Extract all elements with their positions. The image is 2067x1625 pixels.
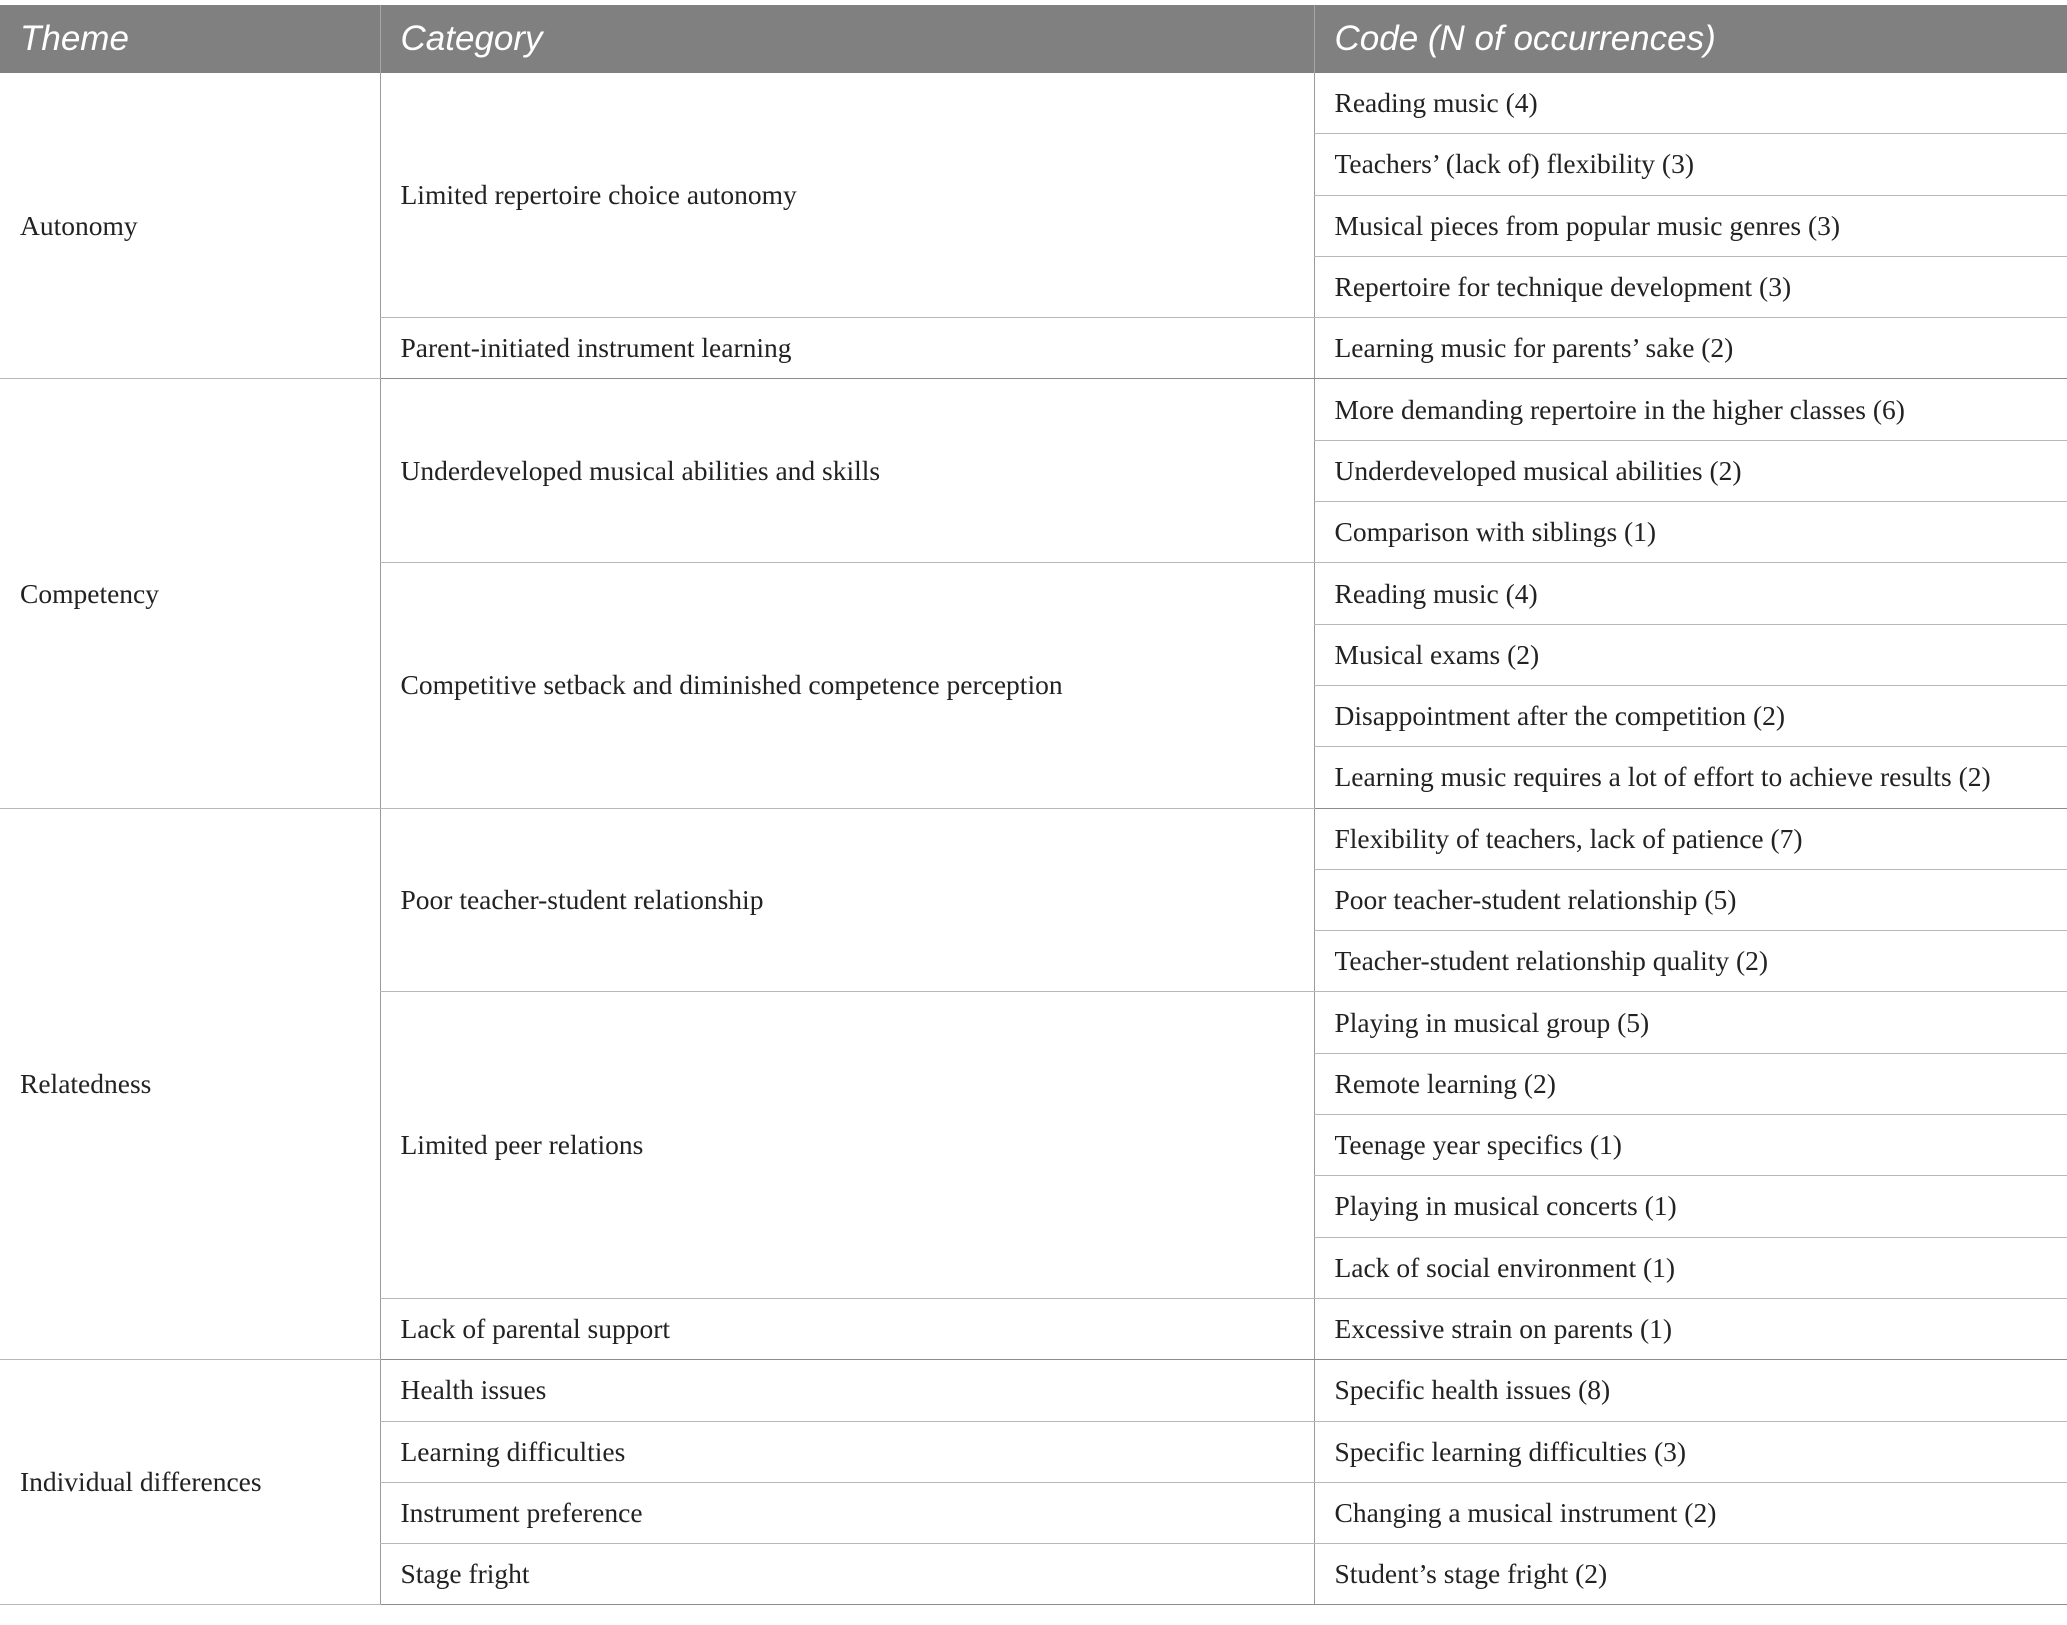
code-cell: Poor teacher-student relationship (5) — [1314, 869, 2067, 930]
code-cell: Specific health issues (8) — [1314, 1360, 2067, 1421]
table-header — [0, 5, 2067, 73]
code-cell: Remote learning (2) — [1314, 1053, 2067, 1114]
code-cell: More demanding repertoire in the higher classes (6) — [1314, 379, 2067, 440]
code-cell: Excessive strain on parents (1) — [1314, 1298, 2067, 1359]
code-cell: Musical exams (2) — [1314, 624, 2067, 685]
table-row — [0, 808, 2067, 869]
category-cell: Health issues — [380, 1360, 1314, 1421]
theme-cell: Individual differences — [0, 1360, 380, 1605]
code-cell: Playing in musical concerts (1) — [1314, 1176, 2067, 1237]
header-code: Code (N of occurrences) — [1314, 5, 2067, 73]
code-cell: Teachers’ (lack of) flexibility (3) — [1314, 134, 2067, 195]
code-cell: Teacher-student relationship quality (2) — [1314, 931, 2067, 992]
code-cell: Changing a musical instrument (2) — [1314, 1482, 2067, 1543]
code-cell: Specific learning difficulties (3) — [1314, 1421, 2067, 1482]
code-cell: Teenage year specifics (1) — [1314, 1115, 2067, 1176]
themes-table — [0, 5, 2067, 1605]
category-cell: Limited peer relations — [380, 992, 1314, 1298]
table-row — [0, 73, 2067, 134]
theme-cell: Competency — [0, 379, 380, 808]
theme-cell: Autonomy — [0, 73, 380, 379]
code-cell: Learning music requires a lot of effort to achieve results (2) — [1314, 747, 2067, 808]
code-cell: Underdeveloped musical abilities (2) — [1314, 440, 2067, 501]
code-cell: Reading music (4) — [1314, 73, 2067, 134]
code-cell: Lack of social environment (1) — [1314, 1237, 2067, 1298]
category-cell: Parent-initiated instrument learning — [380, 318, 1314, 379]
category-cell: Stage fright — [380, 1544, 1314, 1605]
code-cell: Musical pieces from popular music genres (3) — [1314, 195, 2067, 256]
header-category: Category — [380, 5, 1314, 73]
category-cell: Competitive setback and diminished competence perception — [380, 563, 1314, 808]
category-cell: Instrument preference — [380, 1482, 1314, 1543]
table-row — [0, 1360, 2067, 1421]
category-cell: Lack of parental support — [380, 1298, 1314, 1359]
code-cell: Comparison with siblings (1) — [1314, 502, 2067, 563]
code-cell: Student’s stage fright (2) — [1314, 1544, 2067, 1605]
category-cell: Underdeveloped musical abilities and skills — [380, 379, 1314, 563]
table-body — [0, 73, 2067, 1605]
category-cell: Limited repertoire choice autonomy — [380, 73, 1314, 318]
code-cell: Repertoire for technique development (3) — [1314, 256, 2067, 317]
header-row — [0, 5, 2067, 73]
theme-cell: Relatedness — [0, 808, 380, 1360]
code-cell: Playing in musical group (5) — [1314, 992, 2067, 1053]
code-cell: Flexibility of teachers, lack of patience (7) — [1314, 808, 2067, 869]
code-cell: Reading music (4) — [1314, 563, 2067, 624]
category-cell: Learning difficulties — [380, 1421, 1314, 1482]
category-cell: Poor teacher-student relationship — [380, 808, 1314, 992]
code-cell: Disappointment after the competition (2) — [1314, 685, 2067, 746]
code-cell: Learning music for parents’ sake (2) — [1314, 318, 2067, 379]
header-theme: Theme — [0, 5, 380, 73]
table-row — [0, 379, 2067, 440]
